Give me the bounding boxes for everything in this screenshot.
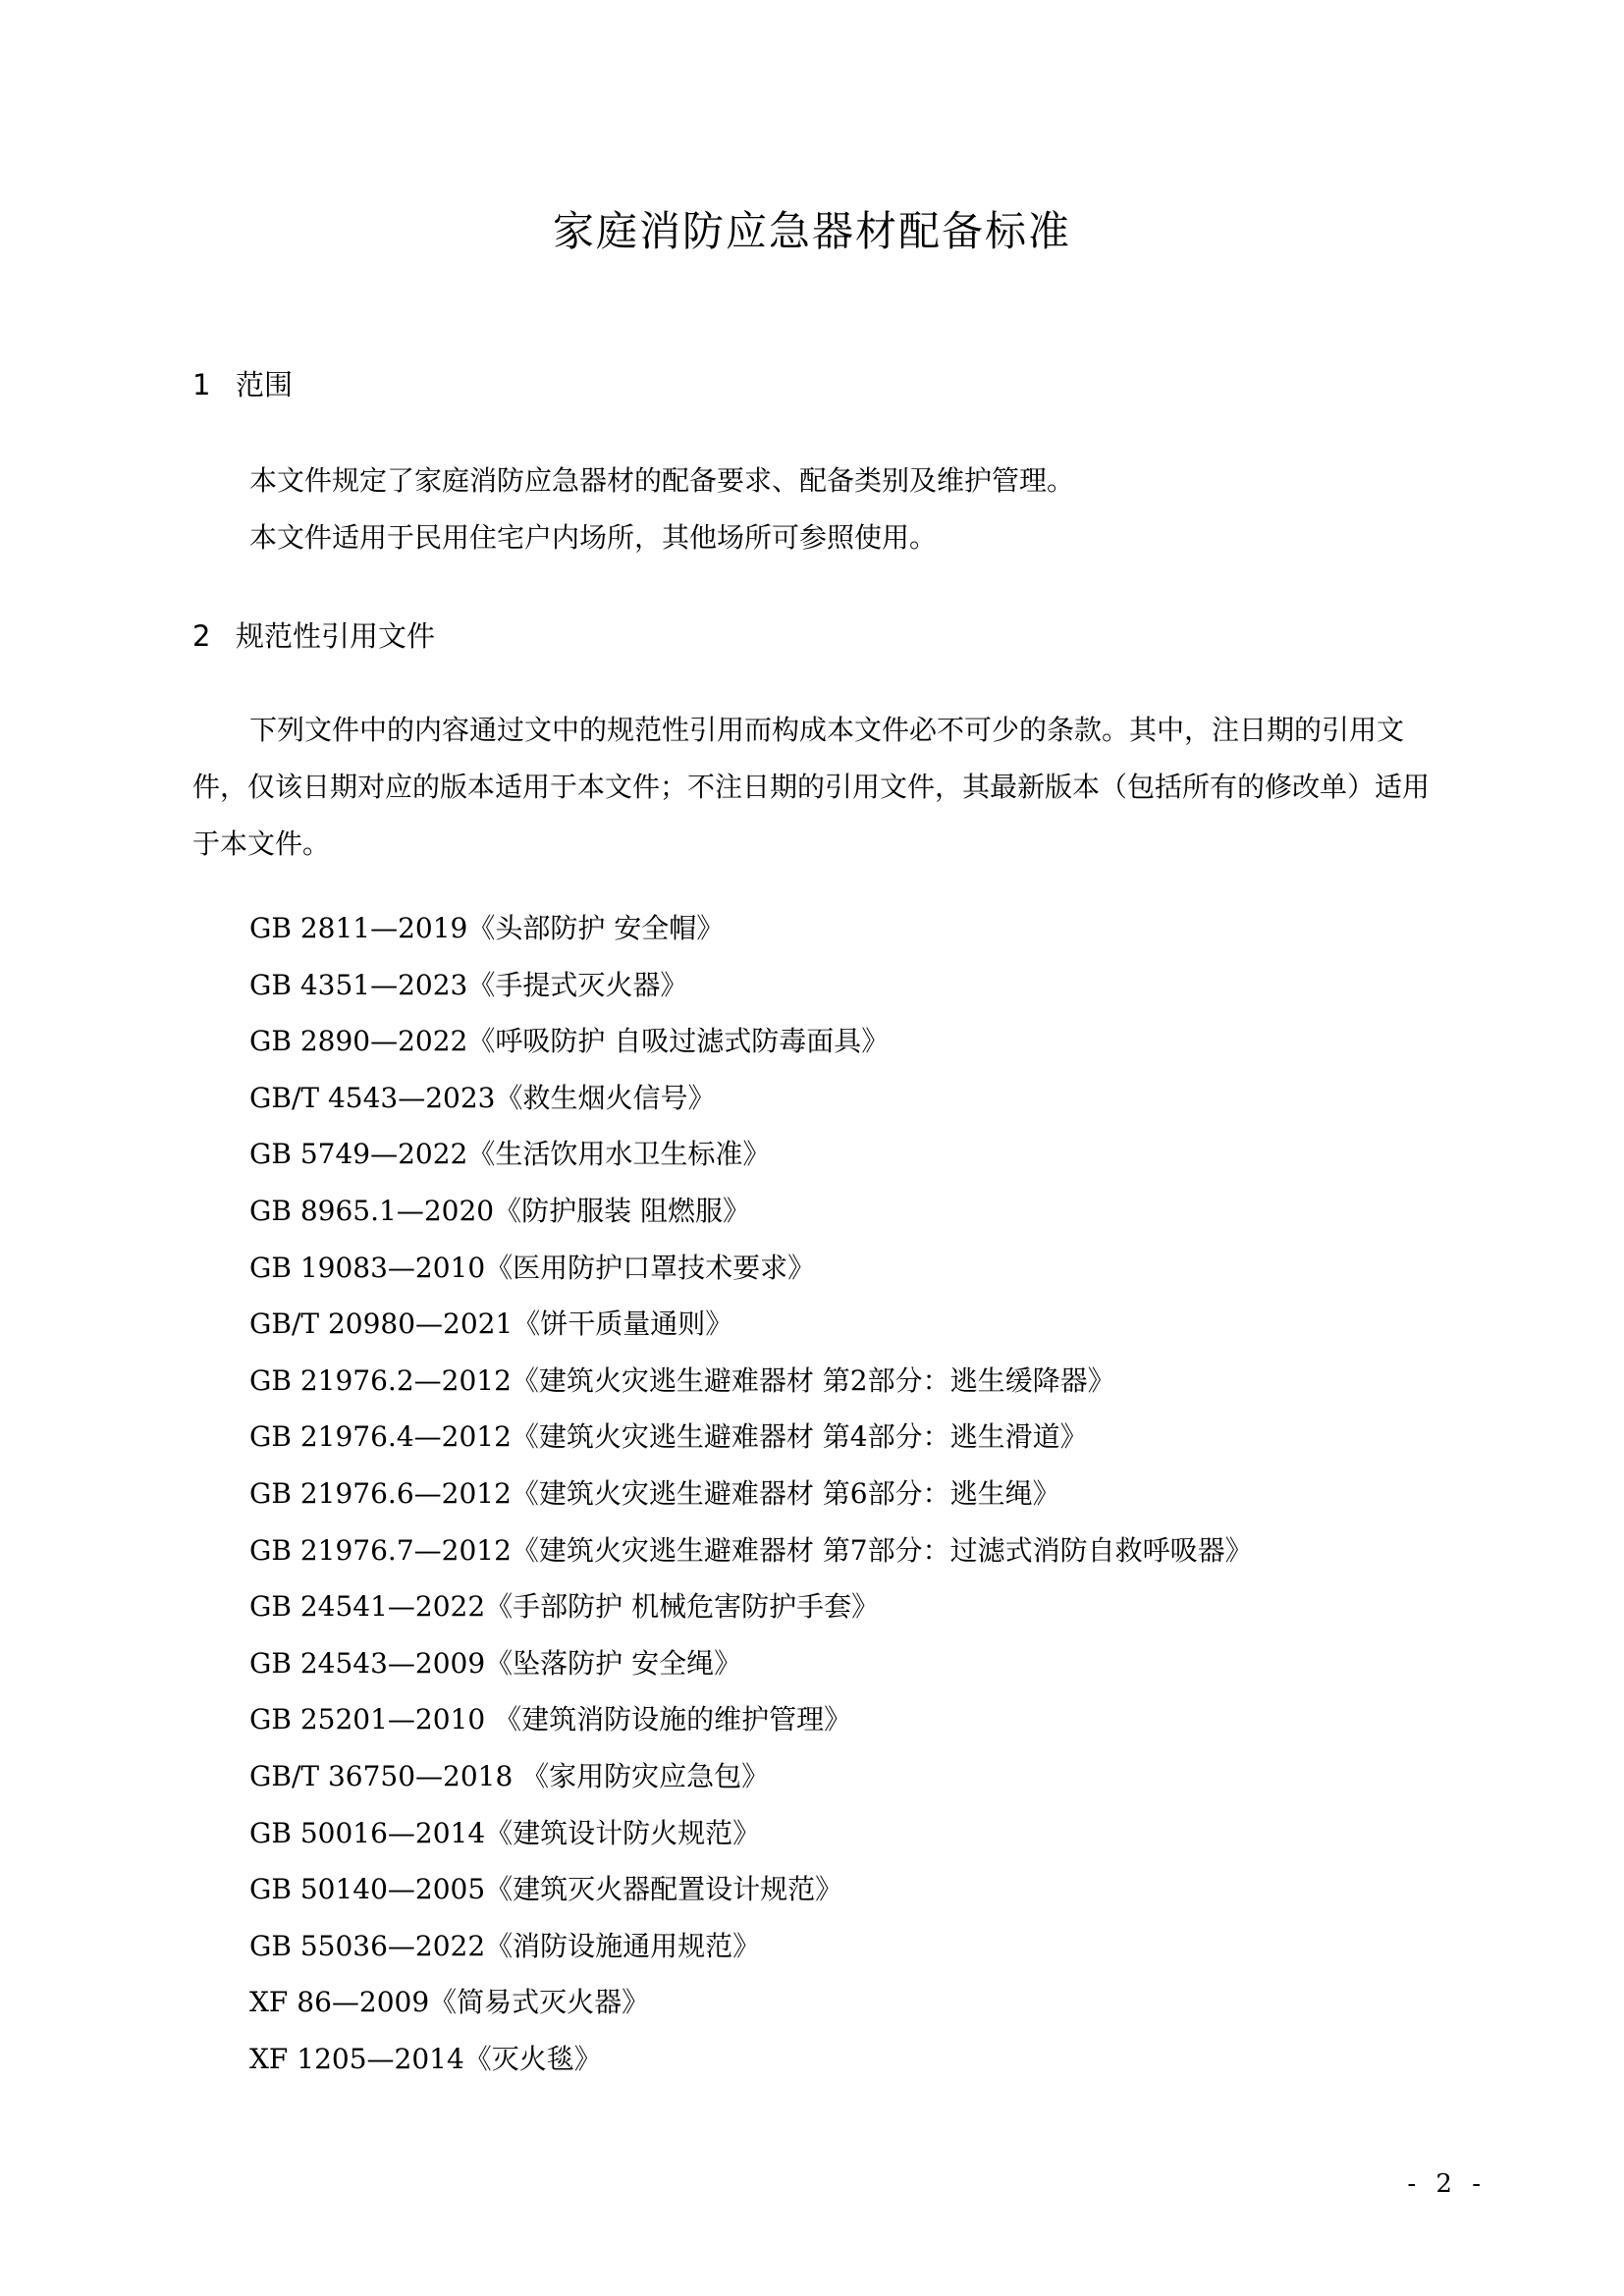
section-number: 1: [192, 368, 211, 401]
reference-item: GB/T 20980—2021《饼干质量通则》: [249, 1308, 733, 1341]
page-number: - 2 -: [1407, 2169, 1487, 2199]
section-title: 规范性引用文件: [236, 619, 436, 653]
reference-item: GB 19083—2010《医用防护口罩技术要求》: [249, 1251, 816, 1284]
reference-item: GB 24543—2009《坠落防护 安全绳》: [249, 1646, 742, 1680]
paragraph: 本文件适用于民用住宅户内场所，其他场所可参照使用。: [249, 521, 938, 554]
section-title: 范围: [236, 368, 294, 401]
section-number: 2: [192, 619, 211, 653]
section-2-heading: [192, 616, 435, 656]
reference-item: GB 21976.4—2012《建筑火灾逃生避难器材 第4部分：逃生滑道》: [249, 1420, 1088, 1454]
reference-item: GB 50016—2014《建筑设计防火规范》: [249, 1816, 761, 1849]
reference-item: GB 21976.2—2012《建筑火灾逃生避难器材 第2部分：逃生缓降器》: [249, 1363, 1115, 1397]
reference-item: XF 86—2009《简易式灭火器》: [249, 1986, 650, 2019]
page-title: 家庭消防应急器材配备标准: [552, 207, 1071, 255]
reference-item: GB 25201—2010 《建筑消防设施的维护管理》: [249, 1703, 852, 1736]
paragraph: 本文件规定了家庭消防应急器材的配备要求、配备类别及维护管理。: [249, 464, 1075, 497]
reference-item: GB 55036—2022《消防设施通用规范》: [249, 1929, 761, 1962]
reference-item: GB/T 36750—2018 《家用防灾应急包》: [249, 1759, 770, 1792]
section-1-heading: [192, 365, 293, 404]
reference-item: GB 5749—2022《生活饮用水卫生标准》: [249, 1138, 771, 1171]
reference-item: GB 21976.7—2012《建筑火灾逃生避难器材 第7部分：过滤式消防自救呼吸器》: [249, 1533, 1253, 1567]
reference-item: GB/T 4543—2023《救生烟火信号》: [249, 1081, 716, 1114]
reference-item: GB 4351—2023《手提式灭火器》: [249, 968, 688, 1001]
reference-item: GB 2890—2022《呼吸防护 自吸过滤式防毒面具》: [249, 1025, 890, 1058]
reference-list: [249, 900, 1253, 2087]
reference-item: GB 2811—2019《头部防护 安全帽》: [249, 912, 725, 944]
reference-item: GB 24541—2022《手部防护 机械危害防护手套》: [249, 1590, 880, 1624]
reference-item: GB 21976.6—2012《建筑火灾逃生避难器材 第6部分：逃生绳》: [249, 1476, 1060, 1510]
reference-item: GB 50140—2005《建筑灭火器配置设计规范》: [249, 1873, 843, 1906]
reference-item: XF 1205—2014《灭火毯》: [249, 2042, 602, 2075]
intro-paragraph: 下列文件中的内容通过文中的规范性引用而构成本文件必不可少的条款。其中，注日期的引用文件，仅该日期对应的版本适用于本文件；不注日期的引用文件，其最新版本（包括所有的修改单）适用于本文件。: [192, 714, 1431, 860]
reference-item: GB 8965.1—2020《防护服装 阻燃服》: [249, 1194, 750, 1227]
